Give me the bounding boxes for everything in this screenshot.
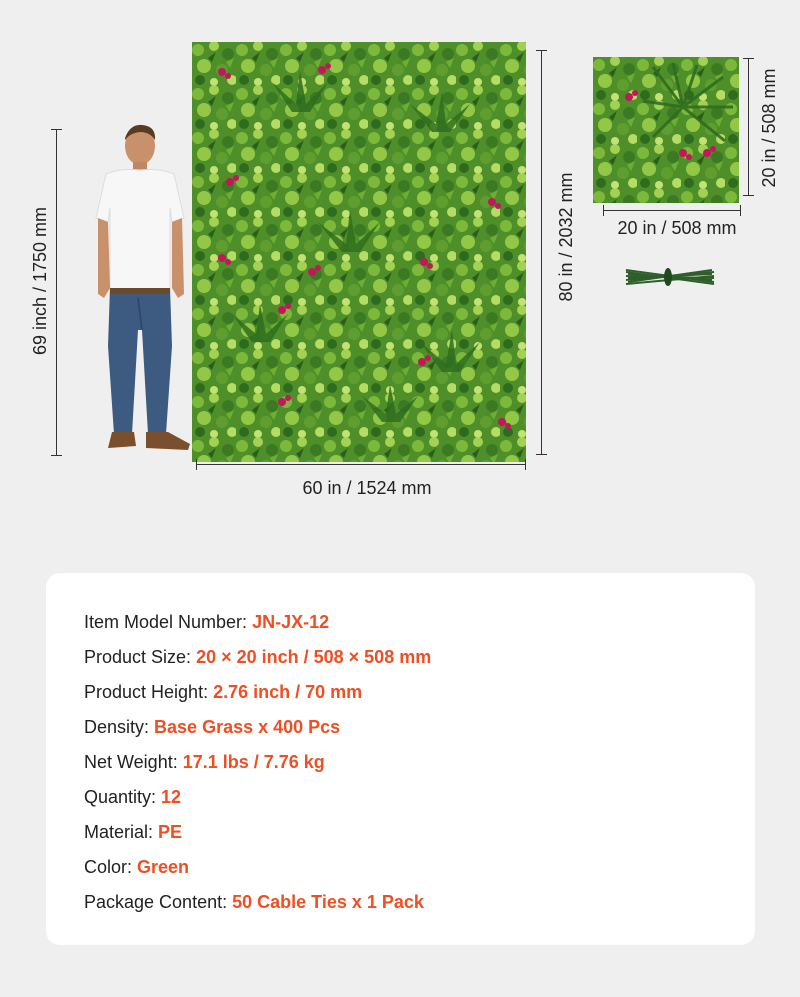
wall-height-cap-bottom <box>536 454 547 455</box>
spec-list <box>84 605 431 920</box>
panel-height-cap-top <box>743 58 754 59</box>
wall-width-label: 60 in / 1524 mm <box>302 478 432 498</box>
spec-key: Color: <box>84 857 138 877</box>
spec-key: Product Size: <box>84 647 197 667</box>
spec-card <box>46 573 755 945</box>
wall-height-cap-top <box>536 50 547 51</box>
wall-width-line <box>196 464 526 465</box>
wall-height-line <box>541 50 542 455</box>
panel-width-label: 20 in / 508 mm <box>617 218 737 238</box>
spec-value: Base Grass x 400 Pcs <box>154 717 341 737</box>
spec-row-model <box>84 605 431 640</box>
panel-height-line <box>748 58 749 196</box>
spec-row-height <box>84 675 431 710</box>
spec-key: Product Height: <box>84 682 214 702</box>
spec-row-density <box>84 710 431 745</box>
spec-row-color <box>84 850 431 885</box>
spec-row-weight <box>84 745 431 780</box>
person-height-line <box>56 129 57 456</box>
panel-width-cap-left <box>603 205 604 216</box>
spec-key: Density: <box>84 717 155 737</box>
person-height-label: 69 inch / 1750 mm <box>30 206 50 356</box>
spec-key: Quantity: <box>84 787 162 807</box>
spec-value: 2.76 inch / 70 mm <box>213 682 363 702</box>
panel-height-cap-bottom <box>743 195 754 196</box>
wall-height-label: 80 in / 2032 mm <box>556 172 576 302</box>
cable-ties-image <box>622 262 718 292</box>
spec-key: Package Content: <box>84 892 233 912</box>
spec-value: 17.1 lbs / 7.76 kg <box>182 752 325 772</box>
spec-value: 20 × 20 inch / 508 × 508 mm <box>196 647 432 667</box>
wall-width-cap-right <box>525 459 526 470</box>
spec-row-material <box>84 815 431 850</box>
spec-value: 12 <box>161 787 182 807</box>
spec-row-package <box>84 885 431 920</box>
spec-row-quantity <box>84 780 431 815</box>
panel-width-line <box>603 210 741 211</box>
spec-row-size <box>84 640 431 675</box>
person-figure <box>80 118 200 458</box>
spec-value: 50 Cable Ties x 1 Pack <box>232 892 424 912</box>
person-height-cap-top <box>51 129 62 130</box>
spec-key: Material: <box>84 822 159 842</box>
panel-width-cap-right <box>740 205 741 216</box>
wall-width-cap-left <box>196 459 197 470</box>
spec-value: PE <box>158 822 183 842</box>
spec-value: Green <box>137 857 190 877</box>
person-height-cap-bottom <box>51 455 62 456</box>
spec-value: JN-JX-12 <box>252 612 330 632</box>
single-panel-image <box>593 57 739 203</box>
spec-key: Net Weight: <box>84 752 183 772</box>
green-wall-image <box>192 42 526 462</box>
panel-height-label: 20 in / 508 mm <box>759 68 779 188</box>
spec-key: Item Model Number: <box>84 612 253 632</box>
